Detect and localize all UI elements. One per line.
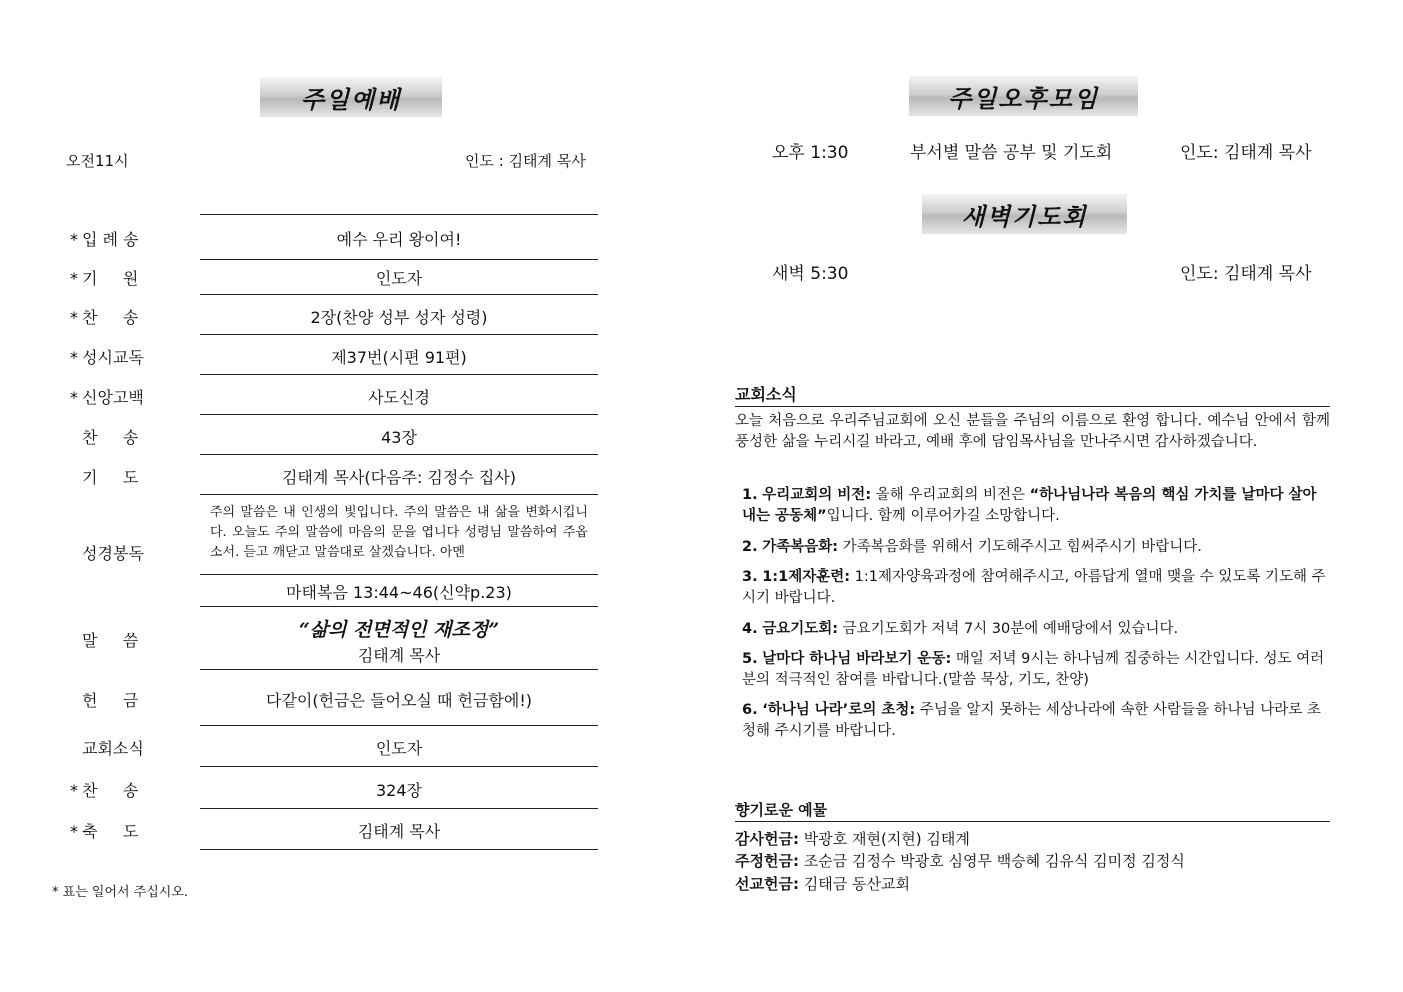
order-divider xyxy=(200,669,598,670)
order-label: * 축 도 xyxy=(70,822,139,841)
afternoon-activity: 부서별 말씀 공부 및 기도회 xyxy=(910,143,1113,163)
order-label: * 성시교독 xyxy=(70,348,144,367)
afternoon-time: 오후 1:30 xyxy=(772,143,849,163)
order-label: * 신앙고백 xyxy=(70,388,144,407)
offering-names: 조순금 김정수 박광호 심영무 백승혜 김유식 김미정 김정식 xyxy=(803,852,1185,870)
standing-mark: * xyxy=(70,348,78,367)
order-divider xyxy=(200,454,598,455)
order-label: 성경봉독 xyxy=(82,544,144,563)
scripture-reference: 마태복음 13:44~46(신약p.23) xyxy=(286,583,512,602)
standing-mark: * xyxy=(70,388,78,407)
news-item: 2. 가족복음화: 가족복음화를 위해서 기도해주시고 힘써주시기 바랍니다. xyxy=(742,539,1202,555)
order-divider xyxy=(200,606,598,607)
order-label: 말 씀 xyxy=(82,631,139,650)
order-value: 43장 xyxy=(381,428,417,447)
dawn-leader: 인도: 김태계 목사 xyxy=(1180,264,1312,284)
offering-row xyxy=(735,873,910,894)
news-item-title: 금요기도회: xyxy=(762,621,839,637)
order-label: * 찬 송 xyxy=(70,308,139,327)
order-value: 김태계 목사 xyxy=(357,822,441,841)
order-label: 찬 송 xyxy=(82,428,139,447)
order-label: 교회소식 xyxy=(82,739,144,758)
order-label: 기 도 xyxy=(82,468,139,487)
standing-mark: * xyxy=(70,822,78,841)
vision-statement: “하나님나라 복음의 핵심 가치를 날마다 살아내는 공동체” xyxy=(742,487,1317,524)
order-divider xyxy=(200,414,598,415)
order-divider xyxy=(200,808,598,809)
news-item-title: 가족복음화: xyxy=(762,539,839,555)
church-news-heading: 교회소식 xyxy=(735,382,1330,407)
news-item-title: 1:1제자훈련: xyxy=(762,569,851,585)
order-value: 324장 xyxy=(376,781,422,800)
standing-mark: * xyxy=(70,230,78,249)
sunday-worship-banner xyxy=(260,77,442,117)
worship-time: 오전11시 xyxy=(66,152,129,170)
offering-label: 주정헌금: xyxy=(735,852,799,870)
order-value: 다같이(헌금은 들어오실 때 헌금함에!) xyxy=(266,691,532,710)
welcome-message: 오늘 처음으로 우리주님교회에 오신 분들을 주님의 이름으로 환영 합니다. 예수님 안에서 함께 풍성한 삶을 누리시길 바라고, 예배 후에 담임목사님을 만나주시면 감사하겠습니다. xyxy=(735,413,1330,450)
standing-mark: * xyxy=(70,308,78,327)
order-divider xyxy=(200,725,598,726)
standing-footnote: * 표는 일어서 주십시오. xyxy=(52,885,189,900)
order-label: * 찬 송 xyxy=(70,781,139,800)
sermon-title: “삶의 전면적인 재조정” xyxy=(298,619,500,641)
sunday-worship-title: 주일예배 xyxy=(300,84,402,114)
news-item: 6. ‘하나님 나라’로의 초청: 주님을 알지 못하는 세상나라에 속한 사람들을 하나님 나라로 초청해 주시기를 바랍니다. xyxy=(742,702,1321,739)
order-divider xyxy=(200,374,598,375)
order-label: * 기 원 xyxy=(70,269,139,288)
offering-names: 김태금 동산교회 xyxy=(803,875,910,893)
standing-mark: * xyxy=(70,269,78,288)
sermon-preacher: 김태계 목사 xyxy=(357,646,441,665)
news-item: 5. 날마다 하나님 바라보기 운동: 매일 저녁 9시는 하나님께 집중하는 시간입니다. 성도 여러분의 적극적인 참여를 바랍니다.(말씀 묵상, 기도, 찬양) xyxy=(742,651,1325,688)
order-divider xyxy=(200,574,598,575)
order-divider xyxy=(200,334,598,335)
afternoon-leader: 인도: 김태계 목사 xyxy=(1180,143,1312,163)
news-item: 4. 금요기도회: 금요기도회가 저녁 7시 30분에 예배당에서 있습니다. xyxy=(742,621,1179,637)
news-item: 1. 우리교회의 비전: 올해 우리교회의 비전은 “하나님나라 복음의 핵심 가치를 날마다 살아내는 공동체”입니다. 함께 이루어가길 소망합니다. xyxy=(742,487,1317,524)
offering-label: 선교헌금: xyxy=(735,875,799,893)
dawn-prayer-banner xyxy=(922,194,1127,234)
order-divider xyxy=(200,849,598,850)
offering-names: 박광호 재현(지현) 김태계 xyxy=(803,830,970,848)
order-value: 김태계 목사(다음주: 김정수 집사) xyxy=(281,468,517,487)
order-value: 사도신경 xyxy=(368,388,430,407)
offering-label: 감사헌금: xyxy=(735,830,799,848)
worship-leader: 인도 : 김태계 목사 xyxy=(465,152,586,170)
standing-mark: * xyxy=(70,781,78,800)
news-item-title: ‘하나님 나라’로의 초청: xyxy=(762,702,916,718)
order-value: 인도자 xyxy=(375,269,423,288)
order-divider xyxy=(200,259,598,260)
order-divider xyxy=(200,766,598,767)
offering-heading: 향기로운 예물 xyxy=(735,799,1330,822)
order-divider xyxy=(200,494,598,495)
news-item: 3. 1:1제자훈련: 1:1제자양육과정에 참여해주시고, 아름답게 열매 맺을 수 있도록 기도해 주시기 바랍니다. xyxy=(742,569,1326,606)
offering-row xyxy=(735,850,1185,871)
news-item-title: 날마다 하나님 바라보기 운동: xyxy=(762,651,952,667)
news-item-title: 우리교회의 비전: xyxy=(762,487,872,503)
order-value: 제37번(시편 91편) xyxy=(331,348,467,367)
scripture-prayer: 주의 말씀은 내 인생의 빛입니다. 주의 말씀은 내 삶을 변화시킵니다. 오늘도 주의 말씀에 마음의 문을 엽니다 성령님 말씀하여 주옵소서. 듣고 깨닫고 말씀대로 살겠습니다. 아멘 xyxy=(210,505,588,560)
order-value: 예수 우리 왕이여! xyxy=(336,230,462,249)
order-label: * 입 례 송 xyxy=(70,230,139,249)
order-divider xyxy=(200,294,598,295)
order-value: 2장(찬양 성부 성자 성령) xyxy=(310,308,488,327)
order-value: 인도자 xyxy=(375,739,423,758)
order-label: 헌 금 xyxy=(82,691,139,710)
offering-row xyxy=(735,828,970,849)
dawn-time: 새벽 5:30 xyxy=(772,264,849,284)
afternoon-meeting-banner xyxy=(909,76,1138,116)
dawn-prayer-title: 새벽기도회 xyxy=(961,201,1088,231)
order-divider xyxy=(200,214,598,215)
afternoon-meeting-title: 주일오후모임 xyxy=(947,83,1100,113)
